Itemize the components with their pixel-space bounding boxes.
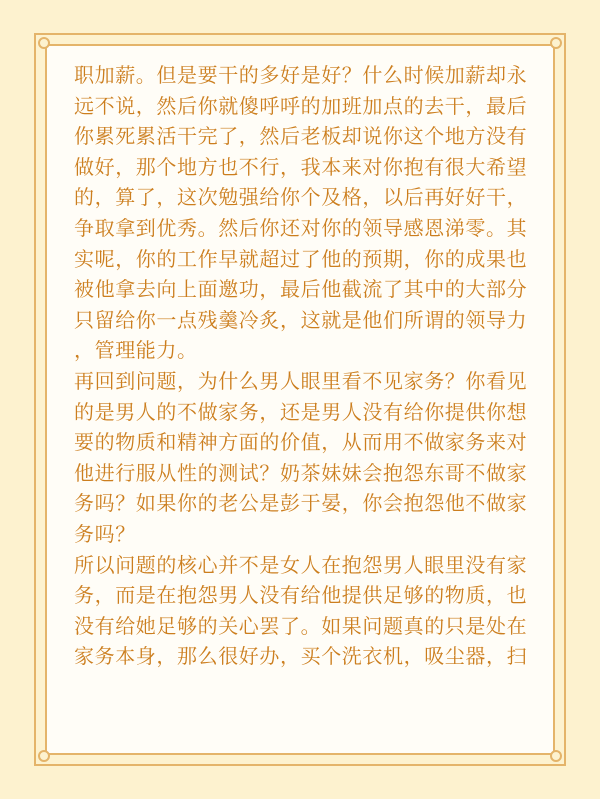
text-line: 务吗？如果你的老公是彭于晏，你会抱怨他不做家 bbox=[74, 491, 528, 516]
text-line: 做好，那个地方也不行，我本来对你抱有很大希望 bbox=[74, 154, 528, 179]
text-line: 的是男人的不做家务，还是男人没有给你提供你想 bbox=[74, 399, 528, 424]
text-line: 远不说，然后你就傻呼呼的加班加点的去干，最后 bbox=[74, 93, 528, 118]
text-line: ，管理能力。 bbox=[74, 338, 198, 363]
text-line: 职加薪。但是要干的多好是好？什么时候加薪却永 bbox=[74, 63, 528, 87]
corner-ornament-bottom-right bbox=[550, 750, 562, 762]
corner-ornament-bottom-left bbox=[38, 750, 50, 762]
text-line: 被他拿去向上面邀功，最后他截流了其中的大部分 bbox=[74, 277, 528, 302]
text-line: 要的物质和精神方面的价值，从而用不做家务来对 bbox=[74, 430, 528, 455]
text-line: 所以问题的核心并不是女人在抱怨男人眼里没有家 bbox=[74, 552, 528, 577]
corner-ornament-top-right bbox=[550, 37, 562, 49]
text-line: 再回到问题，为什么男人眼里看不见家务？你看见 bbox=[74, 368, 528, 393]
text-line: 没有给她足够的关心罢了。如果问题真的只是处在 bbox=[74, 613, 528, 638]
text-line: 实呢，你的工作早就超过了他的预期，你的成果也 bbox=[74, 246, 528, 271]
text-line: 争取拿到优秀。然后你还对你的领导感恩涕零。其 bbox=[74, 215, 528, 240]
corner-ornament-top-left bbox=[38, 37, 50, 49]
text-line: 只留给你一点残羹冷炙，这就是他们所谓的领导力 bbox=[74, 307, 528, 332]
text-line: 家务本身，那么很好办，买个洗衣机，吸尘器，扫 bbox=[74, 644, 528, 669]
text-line: 的，算了，这次勉强给你个及格，以后再好好干， bbox=[74, 185, 528, 210]
article-body bbox=[74, 60, 529, 672]
text-line: 你累死累活干完了，然后老板却说你这个地方没有 bbox=[74, 124, 528, 149]
text-line: 务，而是在抱怨男人没有给他提供足够的物质，也 bbox=[74, 583, 528, 608]
text-line: 务吗？ bbox=[74, 521, 136, 546]
text-line: 他进行服从性的测试？奶茶妹妹会抱怨东哥不做家 bbox=[74, 460, 528, 485]
